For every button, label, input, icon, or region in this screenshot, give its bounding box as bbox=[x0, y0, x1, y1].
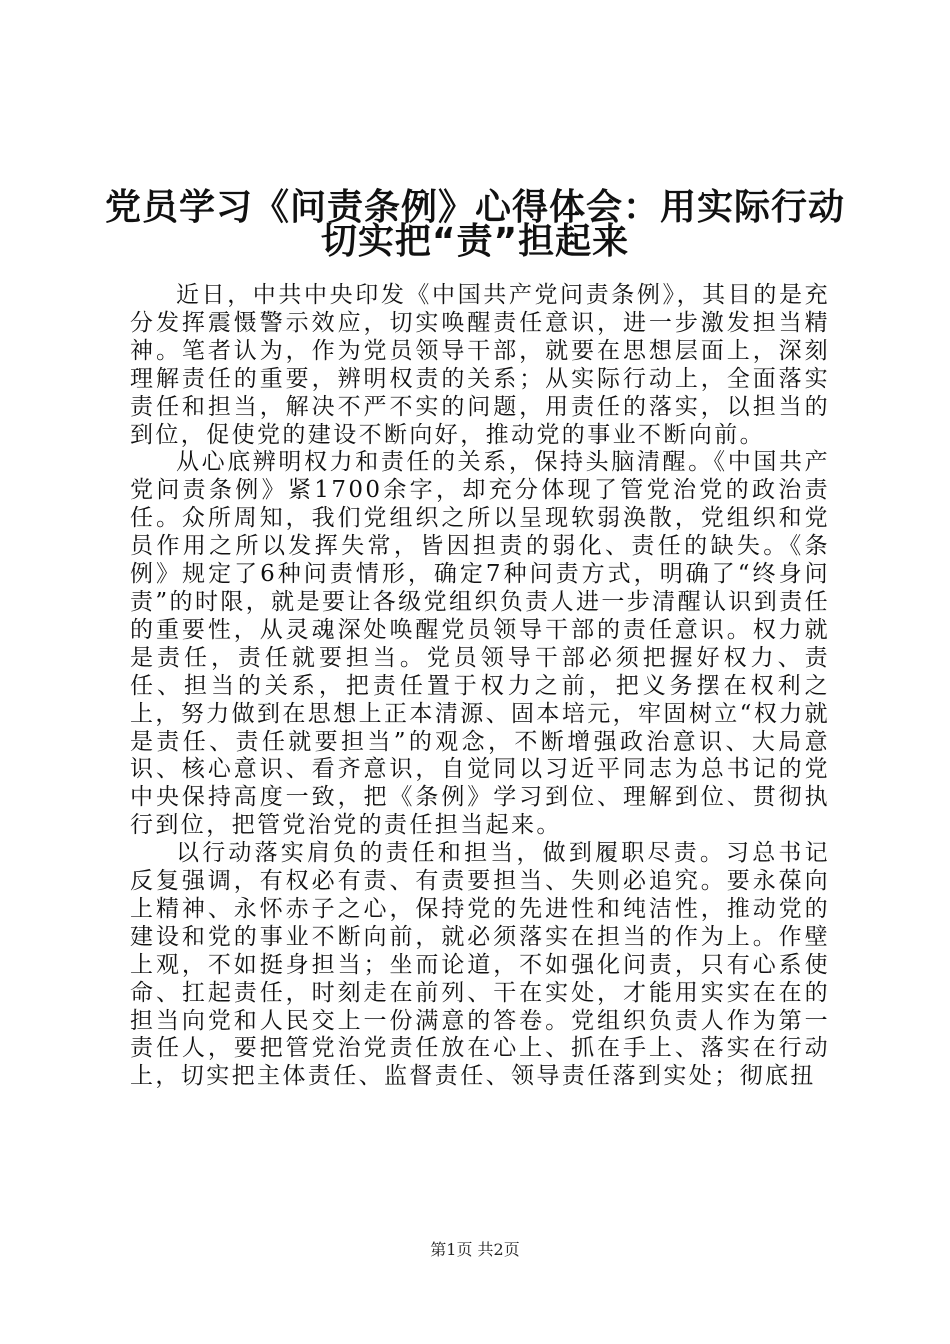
document-title-line-1: 党员学习《问责条例》心得体会：用实际行动 bbox=[104, 187, 845, 228]
document-title-line-2: 切实把“责”担起来 bbox=[320, 221, 630, 262]
paragraph-1: 近日，中共中央印发《中国共产党问责条例》，其目的是充分发挥震慑警示效应，切实唤醒责任意识，进一步激发担当精神。笔者认为，作为党员领导干部，就要在思想层面上，深刻理解责任的重要，辨明权责的关系；从实际行动上，全面落实责任和担当，解决不严不实的问题，用责任的落实，以担当的到位，促使党的建设不断向好，推动党的事业不断向前。 bbox=[130, 282, 830, 448]
page-number-footer: 第1页 共2页 bbox=[430, 1240, 520, 1259]
paragraph-2: 从心底辨明权力和责任的关系，保持头脑清醒。《中国共产党问责条例》紧1700余字，却充分体现了管党治党的政治责任。众所周知，我们党组织之所以呈现软弱涣散，党组织和党员作用之所以发挥失常，皆因担责的弱化、责任的缺失。《条例》规定了6种问责情形，确定7种问责方式，明确了“终身问责”的时限，就是要让各级党组织负责人进一步清醒认识到责任的重要性，从灵魂深处唤醒党员领导干部的责任意识。权力就是责任，责任就要担当。党员领导干部必须把握好权力、责任、担当的关系，把责任置于权力之前，把义务摆在权利之上，努力做到在思想上正本清源、固本培元，牢固树立“权力就是责任、责任就要担当”的观念，不断增强政治意识、大局意识、核心意识、看齐意识，自觉同以习近平同志为总书记的党中央保持高度一致，把《条例》学习到位、理解到位、贯彻执行到位，把管党治党的责任担当起来。 bbox=[130, 449, 830, 839]
document-body bbox=[130, 282, 830, 1091]
paragraph-3: 以行动落实肩负的责任和担当，做到履职尽责。习总书记反复强调，有权必有责、有责要担当、失则必追究。要永葆向上精神、永怀赤子之心，保持党的先进性和纯洁性，推动党的建设和党的事业不断向前，就必须落实在担当的作为上。作壁上观，不如挺身担当；坐而论道，不如强化问责，只有心系使命、扛起责任，时刻走在前列、干在实处，才能用实实在在的担当向党和人民交上一份满意的答卷。党组织负责人作为第一责任人，要把管党治党责任放在心上、抓在手上、落实在行动上，切实把主体责任、监督责任、领导责任落到实处；彻底扭 bbox=[130, 840, 830, 1090]
